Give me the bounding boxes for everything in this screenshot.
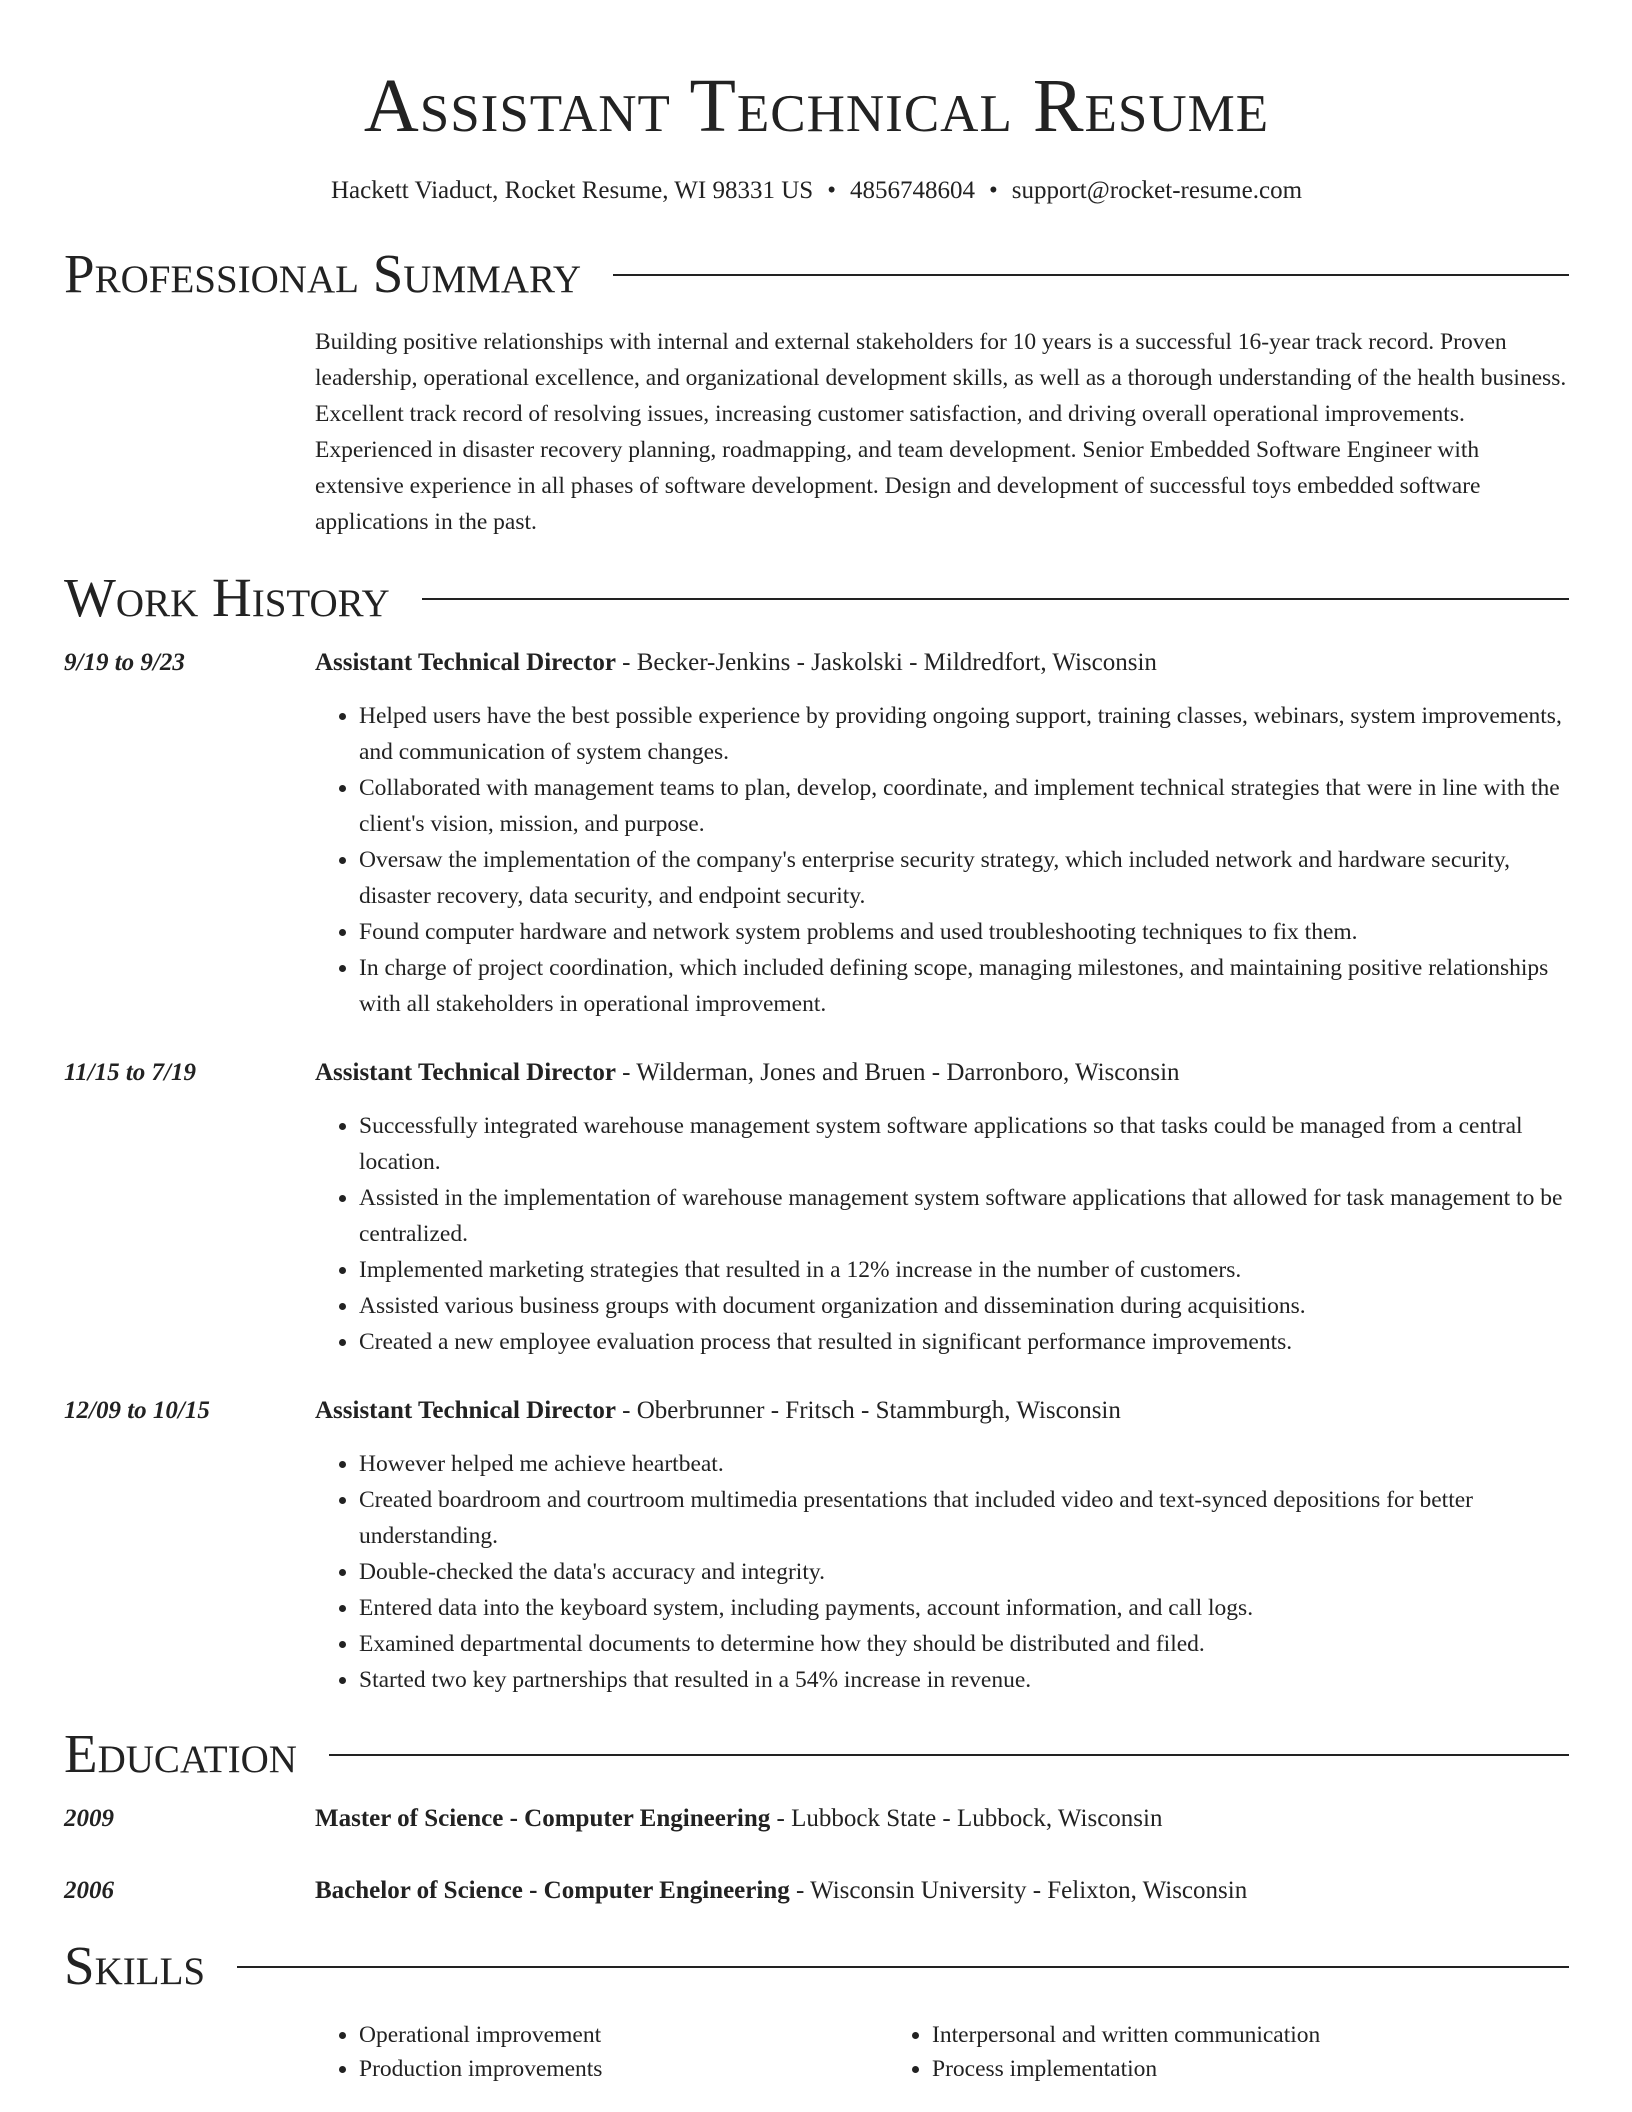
education-year: 2009: [64, 1805, 114, 1832]
section-summary-heading: [64, 242, 1569, 306]
education-entry: [64, 1874, 1569, 1908]
work-entry: [64, 646, 1569, 1022]
list-item: • Found computer hardware and network system problems and used troubleshooting techniques to fix them.: [359, 914, 1569, 950]
list-item: • Collaborated with management teams to plan, develop, coordinate, and implement technical strategies that were in line with the client's vision, mission, and purpose.: [359, 770, 1569, 842]
education-headline: [315, 1802, 1569, 1836]
work-entry: [64, 1394, 1569, 1698]
list-item: • Successfully integrated warehouse management system software applications so that tasks could be managed from a central location.: [359, 1108, 1569, 1180]
work-bullets: [315, 1446, 1569, 1698]
section-skills-heading: [64, 1934, 1569, 1998]
section-divider: [613, 274, 1569, 276]
work-entry: [64, 1056, 1569, 1360]
section-title: Work History: [64, 567, 390, 628]
work-content: [315, 1394, 1569, 1698]
work-content: [315, 1056, 1569, 1360]
work-headline: [315, 1056, 1569, 1090]
work-dates: 9/19 to 9/23: [64, 649, 185, 676]
education-content: [315, 1802, 1569, 1836]
list-item: • Created boardroom and courtroom multimedia presentations that included video and text-synced depositions for better understanding.: [359, 1482, 1569, 1554]
section-education-heading: [64, 1722, 1569, 1786]
section-title: Education: [64, 1723, 297, 1784]
list-item: • Assisted various business groups with document organization and dissemination during acquisitions.: [359, 1288, 1569, 1324]
degree-title: Bachelor of Science - Computer Engineering: [315, 1877, 790, 1904]
list-item: • Double-checked the data's accuracy and integrity.: [359, 1554, 1569, 1590]
work-headline: [315, 1394, 1569, 1428]
list-item: • However helped me achieve heartbeat.: [359, 1446, 1569, 1482]
list-item: • Entered data into the keyboard system, including payments, account information, and call logs.: [359, 1590, 1569, 1626]
section-work-heading: [64, 566, 1569, 630]
job-title: Assistant Technical Director: [315, 1059, 616, 1086]
work-dates: 11/15 to 7/19: [64, 1059, 196, 1086]
list-item: • Examined departmental documents to determine how they should be distributed and filed.: [359, 1626, 1569, 1662]
contact-email: support@rocket-resume.com: [1011, 177, 1303, 204]
list-item: • Operational improvement: [359, 2018, 888, 2052]
resume-page: [64, 0, 1569, 2086]
degree-details: - Wisconsin University - Felixton, Wisconsin: [789, 1877, 1248, 1904]
education-entry: [64, 1802, 1569, 1836]
list-item: • Assisted in the implementation of warehouse management system software applications that allowed for task management to be centralized.: [359, 1180, 1569, 1252]
section-divider: [422, 598, 1569, 600]
list-item: • Production improvements: [359, 2052, 888, 2086]
list-item: • Helped users have the best possible experience by providing ongoing support, training classes, webinars, system improvements, and communication of system changes.: [359, 698, 1569, 770]
work-bullets: [315, 1108, 1569, 1360]
section-divider: [329, 1754, 1569, 1756]
contact-separator: •: [988, 177, 998, 204]
list-item: • Process implementation: [932, 2052, 1461, 2086]
skills-column-left: [315, 2018, 888, 2086]
list-item: • Started two key partnerships that resulted in a 54% increase in revenue.: [359, 1662, 1569, 1698]
job-title: Assistant Technical Director: [315, 649, 616, 676]
job-details: - Oberbrunner - Fritsch - Stammburgh, Wisconsin: [615, 1397, 1121, 1424]
list-item: • Oversaw the implementation of the company's enterprise security strategy, which included network and hardware security, disaster recovery, data security, and endpoint security.: [359, 842, 1569, 914]
section-title: Professional Summary: [64, 243, 582, 304]
section-divider: [237, 1966, 1569, 1968]
contact-phone: 4856748604: [849, 177, 975, 204]
list-item: • Created a new employee evaluation process that resulted in significant performance improvements.: [359, 1324, 1569, 1360]
section-title: Skills: [64, 1935, 206, 1996]
contact-separator: •: [827, 177, 836, 204]
skills-column-right: [888, 2018, 1461, 2086]
list-item: • Implemented marketing strategies that resulted in a 12% increase in the number of customers.: [359, 1252, 1569, 1288]
education-headline: [315, 1874, 1569, 1908]
list-item: • In charge of project coordination, which included defining scope, managing milestones, and maintaining positive relationships with all stakeholders in operational improvement.: [359, 950, 1569, 1022]
work-dates: 12/09 to 10/15: [64, 1397, 210, 1424]
job-title: Assistant Technical Director: [315, 1397, 616, 1424]
list-item: • Interpersonal and written communication: [932, 2018, 1461, 2052]
summary-text: Building positive relationships with internal and external stakeholders for 10 years is a successful 16-year track record. Proven leadership, operational excellence, and organizational development skills, as well as a thorough understanding of the health business. Excellent track record of resolving issues, increasing customer satisfaction, and driving overall operational improvements. Experienced in disaster recovery planning, roadmapping, and team development. Senior Embedded Software Engineer with extensive experience in all phases of software development. Design and development of successful toys embedded software applications in the past.: [315, 329, 1567, 535]
education-year: 2006: [64, 1877, 114, 1904]
work-content: [315, 646, 1569, 1022]
resume-title: Assistant Technical Resume: [363, 64, 1270, 148]
work-bullets: [315, 698, 1569, 1022]
skills-grid: [315, 2018, 1569, 2086]
contact-address: Hackett Viaduct, Rocket Resume, WI 98331 US: [330, 177, 814, 204]
education-content: [315, 1874, 1569, 1908]
job-details: - Becker-Jenkins - Jaskolski - Mildredfort, Wisconsin: [615, 649, 1157, 676]
degree-title: Master of Science - Computer Engineering: [315, 1805, 771, 1832]
job-details: - Wilderman, Jones and Bruen - Darronboro, Wisconsin: [615, 1059, 1180, 1086]
work-headline: [315, 646, 1569, 680]
contact-line: [64, 174, 1569, 208]
degree-details: - Lubbock State - Lubbock, Wisconsin: [770, 1805, 1163, 1832]
